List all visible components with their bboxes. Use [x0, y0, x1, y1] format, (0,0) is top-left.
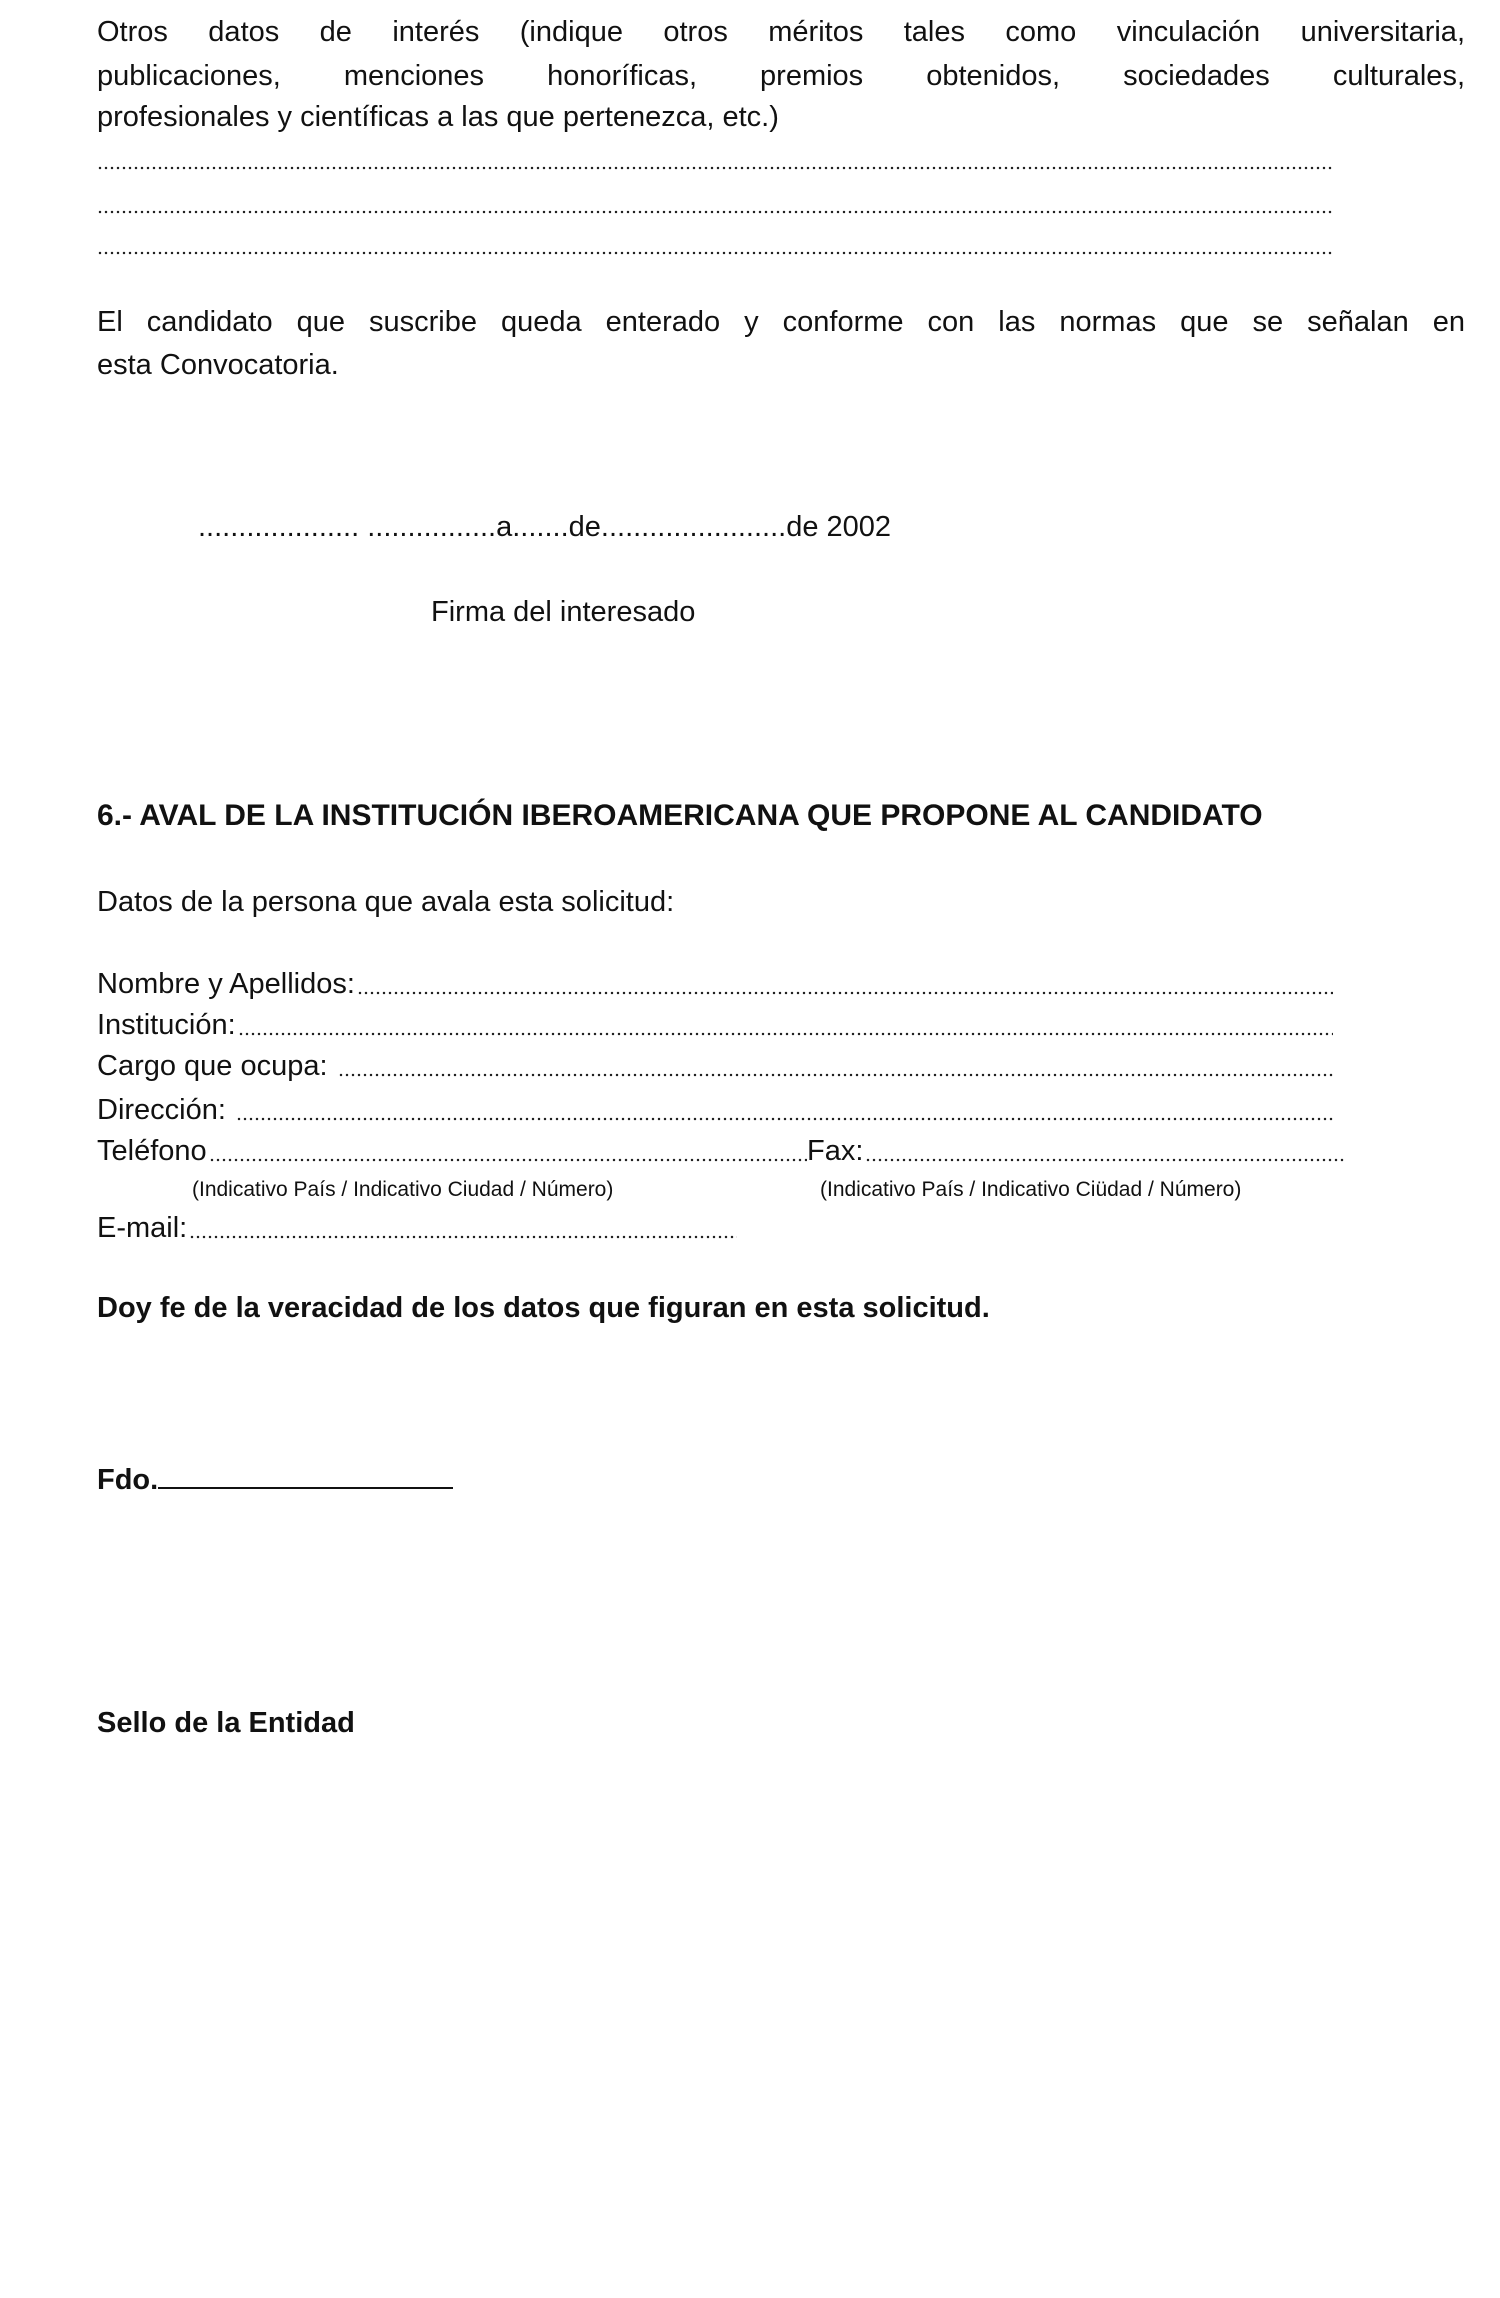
seal-label: Sello de la Entidad [97, 1707, 355, 1739]
phone-field[interactable] [97, 1131, 807, 1171]
phone-input-line[interactable] [209, 1158, 807, 1162]
name-field[interactable] [97, 964, 1333, 1004]
signature-label: Firma del interesado [431, 596, 696, 628]
fax-format-hint: (Indicativo País / Indicativo Ciüdad / Número) [820, 1178, 1242, 1201]
position-field[interactable] [97, 1046, 1333, 1086]
other-info-answer-line-3[interactable] [97, 251, 1333, 255]
declaration-line-2: esta Convocatoria. [97, 349, 339, 381]
phone-format-hint: (Indicativo País / Indicativo Ciudad / Número) [192, 1178, 614, 1201]
email-input-line[interactable] [189, 1235, 737, 1239]
endorser-intro: Datos de la persona que avala esta solicitud: [97, 886, 675, 918]
signed-label: Fdo. [97, 1464, 159, 1496]
email-label: E-mail: [97, 1212, 188, 1244]
fax-field[interactable] [807, 1131, 1345, 1171]
address-label: Dirección: [97, 1094, 234, 1126]
name-input-line[interactable] [357, 991, 1333, 995]
other-info-line-3: profesionales y científicas a las que pertenezca, etc.) [97, 101, 779, 133]
name-label: Nombre y Apellidos: [97, 968, 355, 1000]
phone-label: Teléfono [97, 1135, 207, 1167]
fax-input-line[interactable] [865, 1158, 1345, 1162]
attestation-text: Doy fe de la veracidad de los datos que figuran en esta solicitud. [97, 1292, 990, 1324]
fax-label: Fax: [807, 1135, 864, 1167]
institution-field[interactable] [97, 1005, 1333, 1045]
other-info-line-1: Otros datos de interés (indique otros méritos tales como vinculación universitaria, [97, 16, 1465, 48]
institution-input-line[interactable] [238, 1032, 1333, 1036]
email-field[interactable] [97, 1208, 737, 1248]
date-line[interactable]: .................... ................a.......de.......................de 2002 [198, 511, 892, 543]
signed-underline[interactable] [158, 1457, 453, 1489]
other-info-line-2: publicaciones, menciones honoríficas, premios obtenidos, sociedades culturales, [97, 60, 1465, 92]
other-info-answer-line-2[interactable] [97, 210, 1333, 214]
institution-label: Institución: [97, 1009, 236, 1041]
declaration-line-1: El candidato que suscribe queda enterado y conforme con las normas que se señalan en [97, 306, 1465, 338]
signed-field[interactable] [97, 1457, 453, 1500]
address-input-line[interactable] [236, 1117, 1333, 1121]
address-field[interactable] [97, 1090, 1333, 1130]
section-6-heading: 6.- AVAL DE LA INSTITUCIÓN IBEROAMERICANA QUE PROPONE AL CANDIDATO [97, 799, 1263, 832]
other-info-answer-line-1[interactable] [97, 166, 1333, 170]
position-label: Cargo que ocupa: [97, 1050, 336, 1082]
position-input-line[interactable] [338, 1073, 1333, 1077]
